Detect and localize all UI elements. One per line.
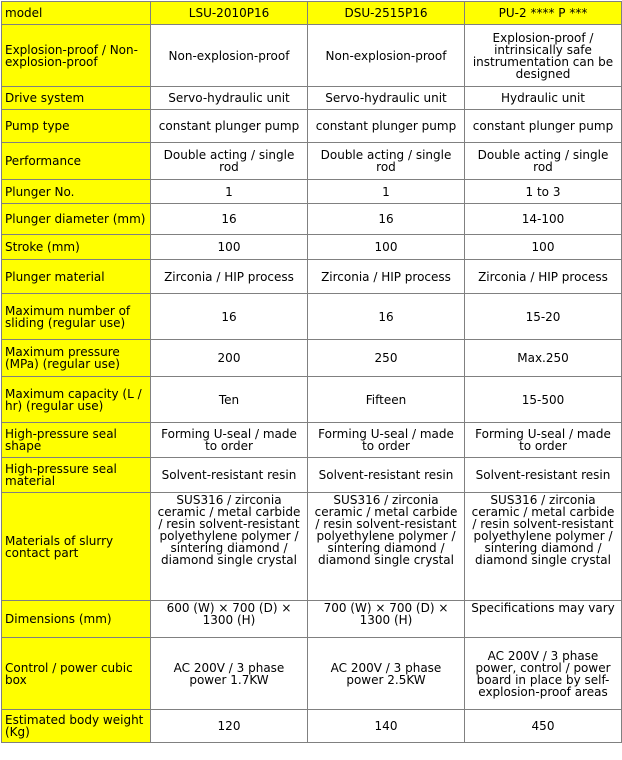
table-cell: AC 200V / 3 phase power 1.7KW <box>151 638 308 710</box>
table-row <box>2 235 622 260</box>
row-label: Estimated body weight (Kg) <box>2 710 151 743</box>
table-cell: SUS316 / zirconia ceramic / metal carbide / resin solvent-resistant polyethylene polymer / sintering diamond / diamond single crystal <box>308 493 465 601</box>
table-cell: SUS316 / zirconia ceramic / metal carbide / resin solvent-resistant polyethylene polymer / sintering diamond / diamond single crystal <box>151 493 308 601</box>
table-cell: Explosion-proof / intrinsically safe instrumentation can be designed <box>465 25 622 87</box>
table-cell: SUS316 / zirconia ceramic / metal carbide / resin solvent-resistant polyethylene polymer / sintering diamond / diamond single crystal <box>465 493 622 601</box>
table-cell: 15-20 <box>465 294 622 340</box>
table-cell: constant plunger pump <box>465 110 622 143</box>
table-cell: constant plunger pump <box>308 110 465 143</box>
table-cell: 14-100 <box>465 204 622 235</box>
row-label: Explosion-proof / Non- explosion-proof <box>2 25 151 87</box>
row-label: Dimensions (mm) <box>2 601 151 638</box>
table-cell: Forming U-seal / made to order <box>151 423 308 458</box>
table-row <box>2 340 622 377</box>
table-cell: Non-explosion-proof <box>308 25 465 87</box>
table-cell: Double acting / single rod <box>308 143 465 180</box>
table-row <box>2 87 622 110</box>
table-cell: Servo-hydraulic unit <box>151 87 308 110</box>
table-cell: 600 (W) × 700 (D) × 1300 (H) <box>151 601 308 638</box>
table-cell: 16 <box>151 204 308 235</box>
table-row <box>2 638 622 710</box>
row-label: Plunger No. <box>2 180 151 204</box>
table-row <box>2 493 622 601</box>
table-cell: Fifteen <box>308 377 465 423</box>
table-row <box>2 458 622 493</box>
table-cell: 16 <box>151 294 308 340</box>
row-label: Stroke (mm) <box>2 235 151 260</box>
row-label: High-pressure seal shape <box>2 423 151 458</box>
row-label: Performance <box>2 143 151 180</box>
table-cell: Forming U-seal / made to order <box>465 423 622 458</box>
table-cell: Specifications may vary <box>465 601 622 638</box>
model-pu-2: PU-2 **** P *** <box>465 2 622 25</box>
model-lsu-2010p16: LSU-2010P16 <box>151 2 308 25</box>
table-row <box>2 143 622 180</box>
table-cell: 140 <box>308 710 465 743</box>
table-row <box>2 294 622 340</box>
table-cell: Non-explosion-proof <box>151 25 308 87</box>
table-cell: 1 to 3 <box>465 180 622 204</box>
spec-table <box>1 1 622 743</box>
table-cell: 200 <box>151 340 308 377</box>
row-label: Maximum number of sliding (regular use) <box>2 294 151 340</box>
table-cell: 100 <box>465 235 622 260</box>
table-cell: Forming U-seal / made to order <box>308 423 465 458</box>
row-label: Materials of slurry contact part <box>2 493 151 601</box>
table-cell: Max.250 <box>465 340 622 377</box>
header-row <box>2 2 622 25</box>
table-cell: constant plunger pump <box>151 110 308 143</box>
table-row <box>2 204 622 235</box>
table-row <box>2 260 622 294</box>
table-cell: Servo-hydraulic unit <box>308 87 465 110</box>
table-cell: Double acting / single rod <box>151 143 308 180</box>
table-row <box>2 423 622 458</box>
table-row <box>2 110 622 143</box>
table-cell: 100 <box>308 235 465 260</box>
table-cell: 450 <box>465 710 622 743</box>
table-row <box>2 601 622 638</box>
table-cell: Solvent-resistant resin <box>465 458 622 493</box>
table-cell: Solvent-resistant resin <box>308 458 465 493</box>
row-label: Plunger diameter (mm) <box>2 204 151 235</box>
table-cell: Hydraulic unit <box>465 87 622 110</box>
table-cell: 1 <box>151 180 308 204</box>
table-cell: Zirconia / HIP process <box>465 260 622 294</box>
row-label: Maximum capacity (L / hr) (regular use) <box>2 377 151 423</box>
table-cell: 250 <box>308 340 465 377</box>
header-label: model <box>2 2 151 25</box>
row-label: Drive system <box>2 87 151 110</box>
row-label: High-pressure seal material <box>2 458 151 493</box>
model-dsu-2515p16: DSU-2515P16 <box>308 2 465 25</box>
table-cell: Solvent-resistant resin <box>151 458 308 493</box>
table-cell: AC 200V / 3 phase power, control / power board in place by self-explosion-proof areas <box>465 638 622 710</box>
table-cell: AC 200V / 3 phase power 2.5KW <box>308 638 465 710</box>
table-row <box>2 377 622 423</box>
table-row <box>2 710 622 743</box>
row-label: Maximum pressure (MPa) (regular use) <box>2 340 151 377</box>
table-cell: 16 <box>308 204 465 235</box>
table-cell: Ten <box>151 377 308 423</box>
table-cell: 16 <box>308 294 465 340</box>
table-cell: 120 <box>151 710 308 743</box>
table-cell: 700 (W) × 700 (D) × 1300 (H) <box>308 601 465 638</box>
table-row <box>2 25 622 87</box>
row-label: Plunger material <box>2 260 151 294</box>
table-cell: Double acting / single rod <box>465 143 622 180</box>
table-cell: 15-500 <box>465 377 622 423</box>
table-cell: Zirconia / HIP process <box>151 260 308 294</box>
table-cell: Zirconia / HIP process <box>308 260 465 294</box>
row-label: Control / power cubic box <box>2 638 151 710</box>
row-label: Pump type <box>2 110 151 143</box>
table-cell: 1 <box>308 180 465 204</box>
table-row <box>2 180 622 204</box>
table-cell: 100 <box>151 235 308 260</box>
